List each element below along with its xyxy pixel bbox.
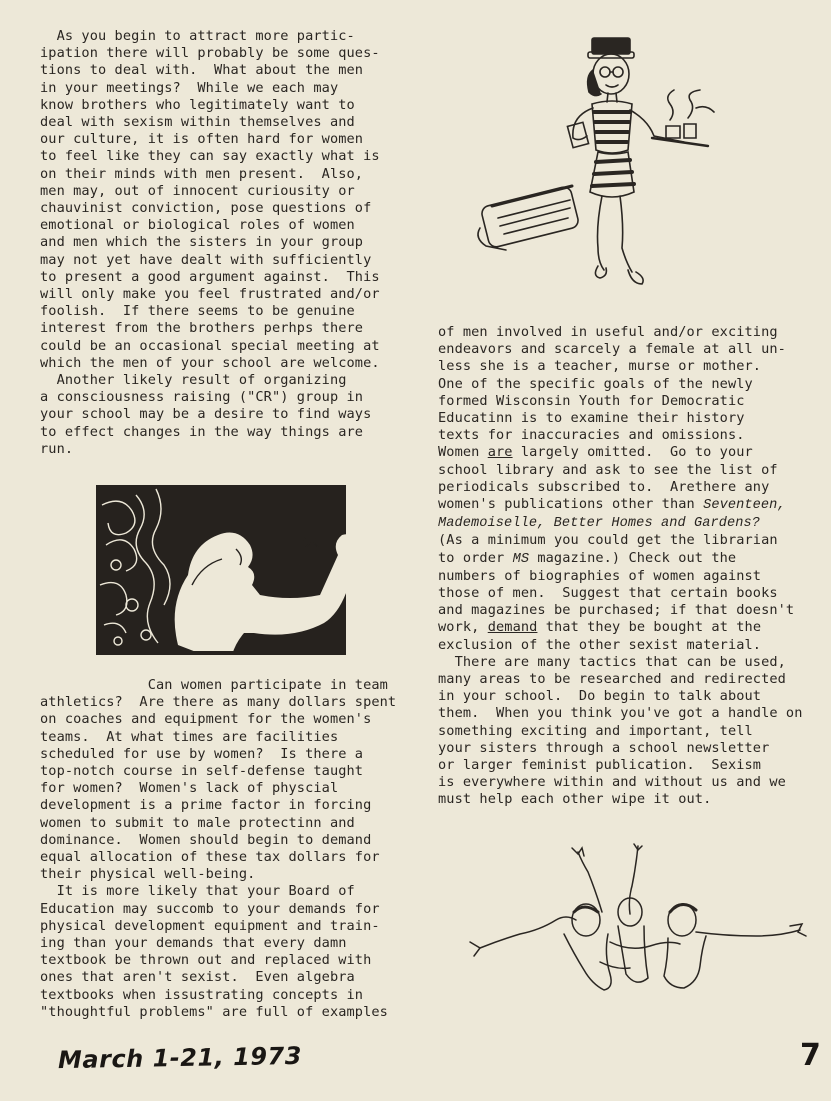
text-line: Can women participate in team [40, 677, 388, 693]
text-line: something exciting and important, tell [438, 722, 753, 739]
text-line: a consciousness raising ("CR") group in [40, 389, 364, 406]
text-line: It is more likely that your Board of [40, 883, 355, 900]
text-line: in your meetings? While we each may [40, 79, 339, 96]
text-line: on coaches and equipment for the women's [40, 711, 372, 728]
text-line: interest from the brothers perhps there [40, 320, 364, 337]
text-span: women's publications other than [438, 496, 704, 513]
page-number: 7 [800, 1038, 821, 1073]
text-line: physical development equipment and train- [40, 917, 380, 934]
text-line [438, 444, 828, 461]
text-line [438, 514, 828, 532]
text-span: that they be bought at the [537, 619, 762, 636]
text-line: scheduled for use by women? Is there a [40, 745, 364, 762]
text-line: of men involved in useful and/or exciting [438, 324, 778, 340]
text-line: teams. At what times are facilities [40, 728, 339, 745]
text-line: those of men. Suggest that certain books [438, 585, 778, 602]
text-line: run. [40, 440, 74, 457]
text-line: ing than your demands that every damn [40, 935, 347, 952]
text-line: Education may succomb to your demands for [40, 900, 380, 917]
text-line: endeavors and scarcely a female at all un- [438, 341, 786, 358]
text-line: top-notch course in self-defense taught [40, 763, 364, 780]
text-line: and magazines be purchased; if that doesn't [438, 602, 795, 619]
text-span: work, [438, 619, 488, 636]
text-line: chauvinist conviction, pose questions of [40, 200, 372, 217]
underlined-word: are [487, 444, 513, 461]
text-span: largely omitted. Go to your [512, 444, 753, 461]
underlined-word: demand [487, 619, 538, 636]
magazine-title: Seventeen, [703, 498, 786, 514]
handwritten-issue-date: March 1-21, 1973 [57, 1041, 303, 1075]
magazine-title: MS [512, 551, 530, 567]
text-span: magazine.) Check out the [529, 549, 737, 566]
text-line [438, 619, 828, 636]
text-line: women to submit to male protectinn and [40, 814, 355, 831]
text-line: One of the specific goals of the newly [438, 375, 753, 392]
text-line: is everywhere within and without us and we [438, 774, 786, 791]
text-line: and men which the sisters in your group [40, 234, 364, 251]
text-line: to effect changes in the way things are [40, 423, 364, 440]
text-line: less she is a teacher, murse or mother. [438, 358, 762, 375]
text-line: development is a prime factor in forcing [40, 797, 372, 814]
woodcut-raised-fist-illustration [96, 485, 346, 655]
text-line: our culture, it is often hard for women [40, 131, 364, 148]
dancing-women-illustration [460, 842, 810, 1002]
text-line: periodicals subscribed to. Arethere any [438, 478, 770, 495]
text-line: tions to deal with. What about the men [40, 62, 364, 79]
text-line: school library and ask to see the list of [438, 461, 778, 478]
text-line: or larger feminist publication. Sexism [438, 757, 762, 774]
text-line: men may, out of innocent curiousity or [40, 182, 355, 199]
text-line: to feel like they can say exactly what is [40, 148, 380, 165]
text-line: textbooks when issustrating concepts in [40, 986, 364, 1003]
text-line: could be an occasional special meeting at [40, 337, 380, 354]
text-line: dominance. Women should begin to demand [40, 831, 372, 848]
text-line: "thoughtful problems" are full of examples [40, 1003, 388, 1020]
text-line: ones that aren't sexist. Even algebra [40, 969, 355, 986]
text-line: may not yet have dealt with sufficiently [40, 251, 372, 268]
text-line: know brothers who legitimately want to [40, 96, 355, 113]
text-line: exclusion of the other sexist material. [438, 636, 762, 653]
magazine-titles: Mademoiselle, Better Homes and Gardens? [438, 516, 761, 532]
text-span: to order [438, 549, 513, 566]
left-column-bottom-text [40, 677, 430, 1021]
right-column-text [438, 324, 828, 809]
text-line: for women? Women's lack of physcial [40, 780, 339, 797]
text-line: which the men of your school are welcome. [40, 354, 380, 371]
text-line: will only make you feel frustrated and/or [40, 286, 380, 303]
text-line: in your school. Do begin to talk about [438, 688, 762, 705]
text-line: Another likely result of organizing [40, 372, 347, 389]
text-line: textbook be thrown out and replaced with [40, 952, 372, 969]
text-line: As you begin to attract more partic- [40, 28, 355, 44]
text-line: texts for inaccuracies and omissions. [438, 427, 745, 444]
text-line: foolish. If there seems to be genuine [40, 303, 355, 320]
text-line: numbers of biographies of women against [438, 567, 762, 584]
left-column-top-text [40, 28, 410, 458]
text-line: their physical well-being. [40, 866, 256, 883]
text-line: (As a minimum you could get the librarian [438, 532, 778, 549]
text-line: emotional or biological roles of women [40, 217, 355, 234]
waitress-with-typewriter-illustration [470, 30, 725, 295]
text-line: ipation there will probably be some ques- [40, 45, 380, 62]
text-line: them. When you think you've got a handle on [438, 705, 803, 722]
text-line: deal with sexism within themselves and [40, 114, 355, 131]
text-line: many areas to be researched and redirected [438, 671, 786, 688]
text-line [438, 550, 828, 568]
text-line: There are many tactics that can be used, [438, 653, 786, 670]
text-line: formed Wisconsin Youth for Democratic [438, 392, 745, 409]
text-line: your sisters through a school newsletter [438, 739, 770, 756]
text-line: on their minds with men present. Also, [40, 165, 364, 182]
text-line: your school may be a desire to find ways [40, 406, 372, 423]
text-line: athletics? Are there as many dollars spent [40, 694, 397, 711]
text-line [438, 496, 828, 514]
text-line: Educatinn is to examine their history [438, 410, 745, 427]
text-line: must help each other wipe it out. [438, 791, 712, 808]
text-line: to present a good argument against. This [40, 268, 380, 285]
text-span: Women [438, 444, 488, 461]
text-line: equal allocation of these tax dollars for [40, 849, 380, 866]
